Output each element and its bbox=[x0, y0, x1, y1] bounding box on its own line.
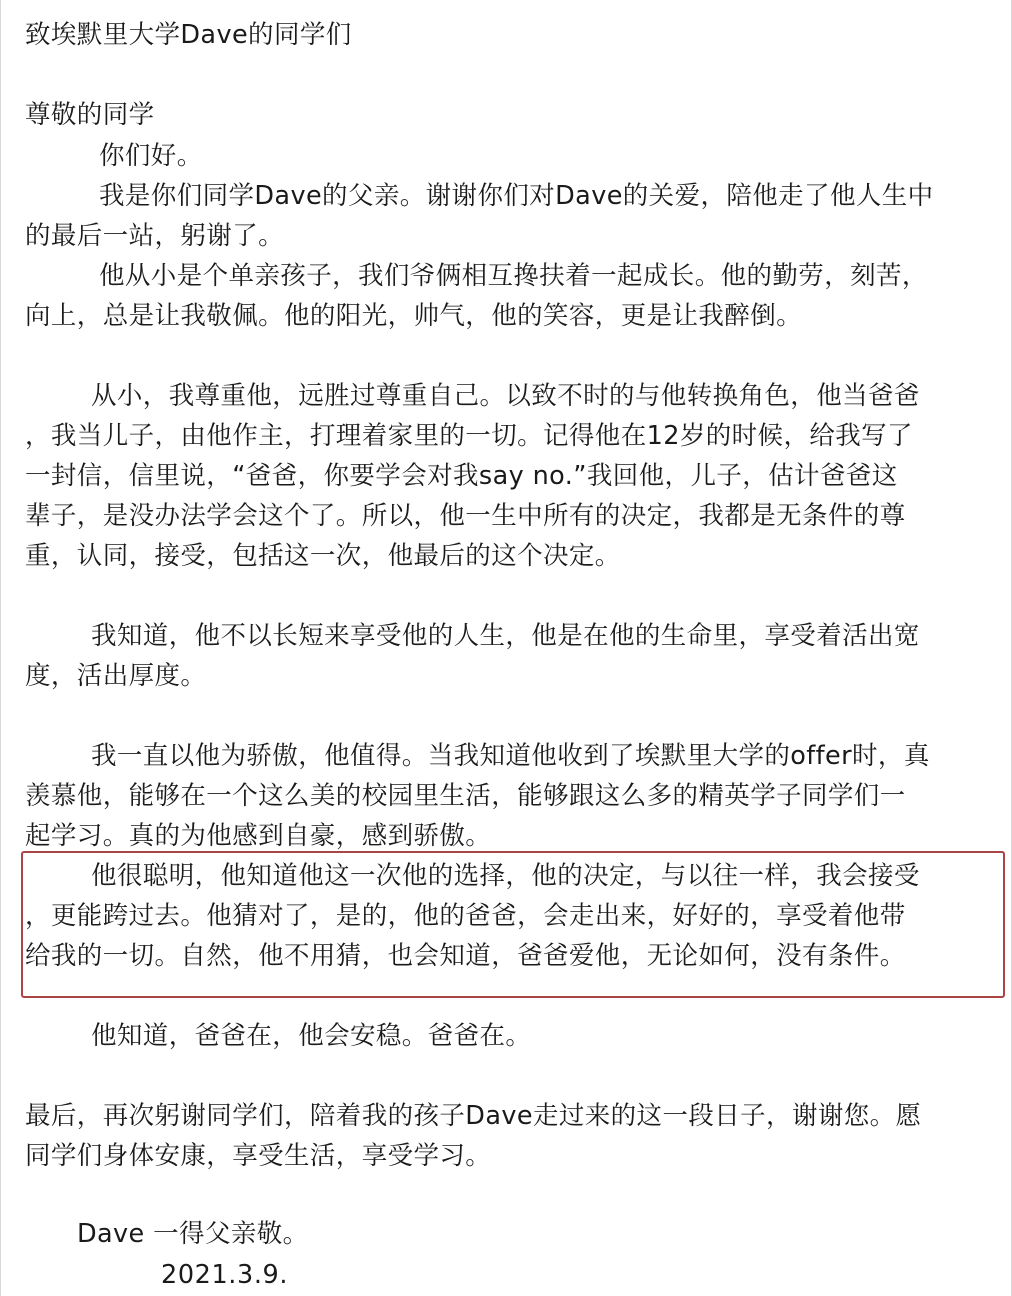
highlighted-line: 他很聪明，他知道他这一次他的选择，他的决定，与以往一样，我会接受 bbox=[91, 861, 920, 891]
paragraph-line: 度，活出厚度。 bbox=[25, 661, 207, 691]
paragraph-line: 他知道，爸爸在，他会安稳。爸爸在。 bbox=[91, 1021, 532, 1051]
paragraph-line: 我一直以他为骄傲，他值得。当我知道他收到了埃默里大学的offer时，真 bbox=[91, 741, 930, 771]
paragraph-line: 起学习。真的为他感到自豪，感到骄傲。 bbox=[25, 821, 492, 851]
paragraph-line: 他从小是个单亲孩子，我们爷俩相互搀扶着一起成长。他的勤劳，刻苦， bbox=[99, 261, 928, 291]
paragraph-line: 从小，我尊重他，远胜过尊重自己。以致不时的与他转换角色，他当爸爸 bbox=[91, 381, 920, 411]
signature: Dave 一得父亲敬。 bbox=[77, 1219, 309, 1249]
paragraph-line: 我是你们同学Dave的父亲。谢谢你们对Dave的关爱，陪他走了他人生中 bbox=[99, 181, 934, 211]
greeting-line: 你们好。 bbox=[99, 141, 203, 171]
paragraph-line: 向上，总是让我敬佩。他的阳光，帅气，他的笑容，更是让我醉倒。 bbox=[25, 301, 803, 331]
paragraph-line: ，我当儿子，由他作主，打理着家里的一切。记得他在12岁的时候，给我写了 bbox=[25, 421, 913, 451]
letter-date: 2021.3.9. bbox=[161, 1260, 289, 1290]
paragraph-line: 羡慕他，能够在一个这么美的校园里生活，能够跟这么多的精英学子同学们一 bbox=[25, 781, 906, 811]
paragraph-line: 辈子，是没办法学会这个了。所以，他一生中所有的决定，我都是无条件的尊 bbox=[25, 501, 906, 531]
letter-title: 致埃默里大学Dave的同学们 bbox=[25, 20, 352, 50]
paragraph-line: 的最后一站，躬谢了。 bbox=[25, 221, 285, 251]
paragraph-line: 同学们身体安康，享受生活，享受学习。 bbox=[25, 1141, 492, 1171]
paragraph-line: 最后，再次躬谢同学们，陪着我的孩子Dave走过来的这一段日子，谢谢您。愿 bbox=[25, 1101, 922, 1131]
highlighted-line: 给我的一切。自然，他不用猜，也会知道，爸爸爱他，无论如何，没有条件。 bbox=[25, 941, 906, 971]
paragraph-line: 重，认同，接受，包括这一次，他最后的这个决定。 bbox=[25, 541, 621, 571]
paragraph-line: 我知道，他不以长短来享受他的人生，他是在他的生命里，享受着活出宽 bbox=[91, 621, 920, 651]
salutation: 尊敬的同学 bbox=[25, 100, 155, 130]
paragraph-line: 一封信，信里说，“爸爸，你要学会对我say no.”我回他，儿子，估计爸爸这 bbox=[25, 461, 898, 491]
highlighted-line: ，更能跨过去。他猜对了，是的，他的爸爸，会走出来，好好的，享受着他带 bbox=[25, 901, 906, 931]
